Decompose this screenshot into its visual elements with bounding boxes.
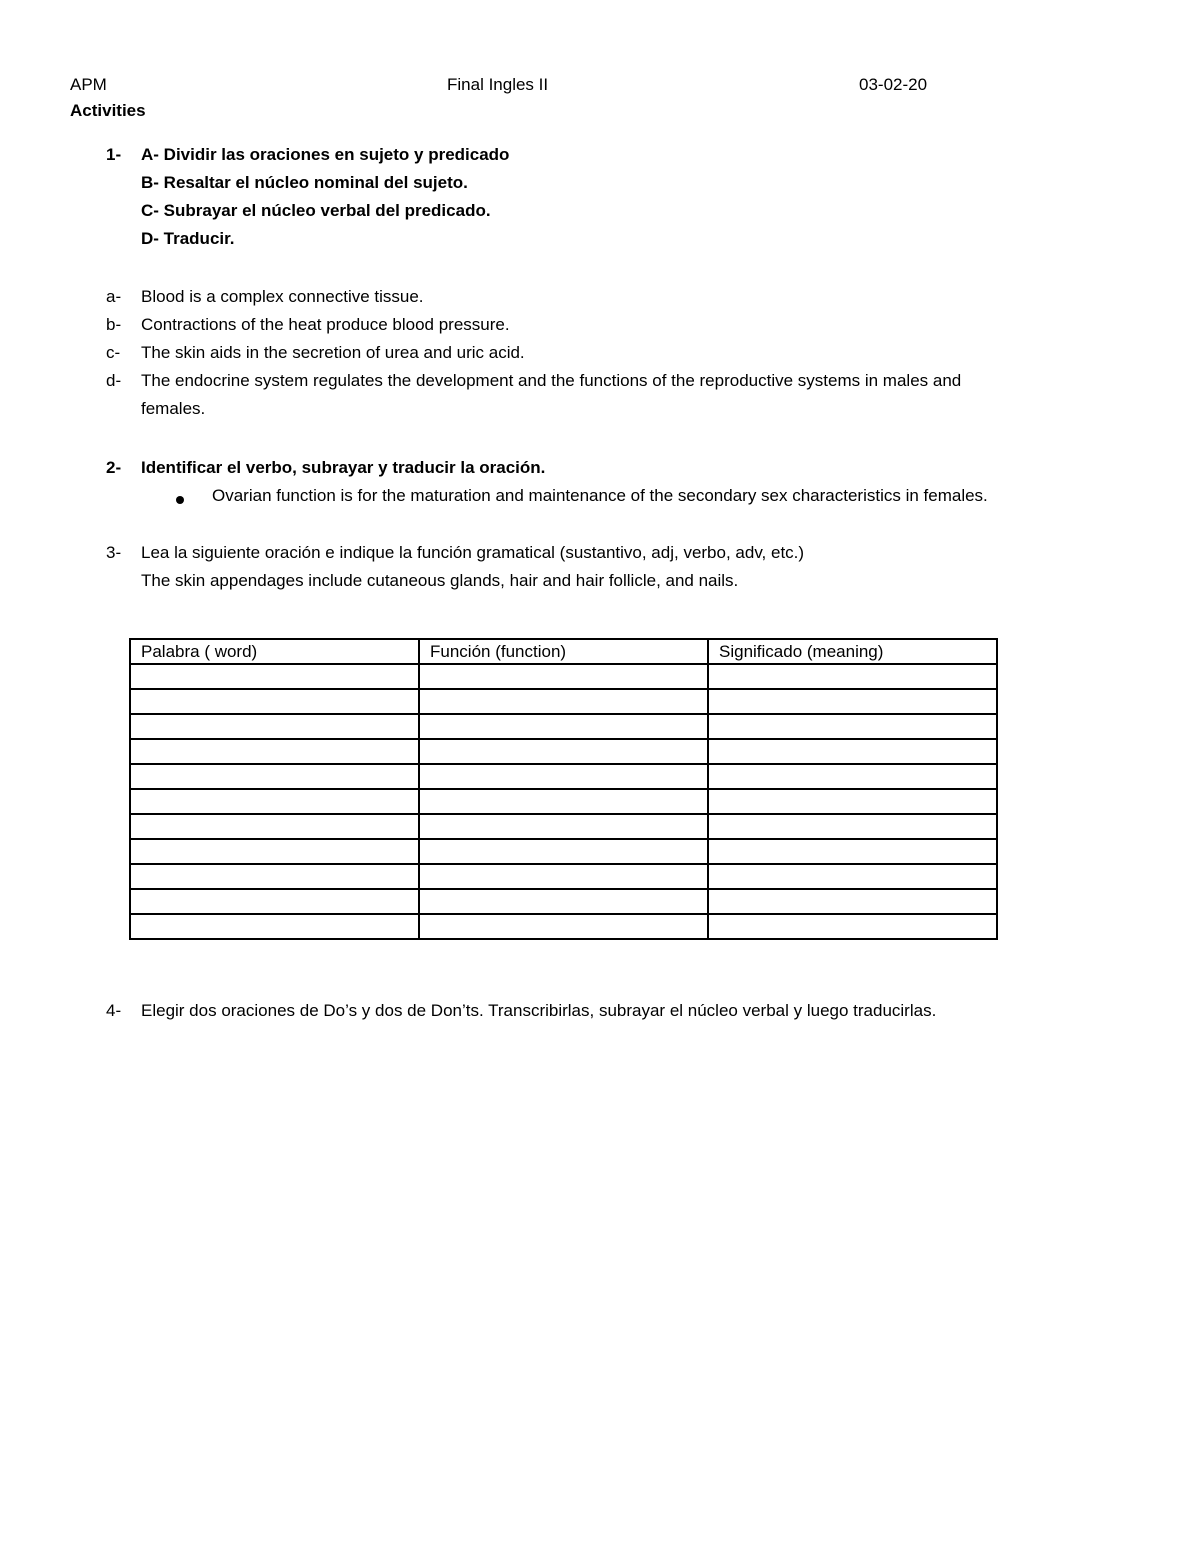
sentence-letter-a: a- <box>106 287 122 306</box>
table-cell[interactable] <box>708 664 997 689</box>
activity1-instruction-c: C- Subrayar el núcleo verbal del predicado. <box>141 201 491 220</box>
header-function: Función (function) <box>419 639 708 664</box>
activity2-instruction: Identificar el verbo, subrayar y traducir la oración. <box>141 458 546 477</box>
activity2-number: 2- <box>106 458 122 477</box>
activity4-number: 4- <box>106 1001 122 1020</box>
sentence-letter-c: c- <box>106 343 121 362</box>
table-row <box>130 864 997 889</box>
table-cell[interactable] <box>130 889 419 914</box>
table-cell[interactable] <box>419 714 708 739</box>
table-cell[interactable] <box>419 789 708 814</box>
table-cell[interactable] <box>708 914 997 939</box>
activities-heading: Activities <box>70 101 146 120</box>
table-cell[interactable] <box>419 689 708 714</box>
sentence-c: The skin aids in the secretion of urea and uric acid. <box>141 343 525 362</box>
activity1-instruction-b: B- Resaltar el núcleo nominal del sujeto. <box>141 173 468 192</box>
activity2-sentence: Ovarian function is for the maturation and maintenance of the secondary sex characteristics in females. <box>212 486 988 505</box>
table-cell[interactable] <box>708 839 997 864</box>
word-function-table <box>129 638 998 940</box>
table-cell[interactable] <box>708 739 997 764</box>
sentence-a: Blood is a complex connective tissue. <box>141 287 424 306</box>
table-cell[interactable] <box>130 714 419 739</box>
activity4-instruction: Elegir dos oraciones de Do’s y dos de Don’ts. Transcribirlas, subrayar el núcleo verbal y luego traducirlas. <box>141 1001 937 1020</box>
table-cell[interactable] <box>708 789 997 814</box>
table-row <box>130 714 997 739</box>
table-cell[interactable] <box>130 739 419 764</box>
table-row <box>130 739 997 764</box>
activity3-instruction: Lea la siguiente oración e indique la función gramatical (sustantivo, adj, verbo, adv, etc.) <box>141 543 805 562</box>
table-cell[interactable] <box>708 889 997 914</box>
table-cell[interactable] <box>130 789 419 814</box>
sentence-d: The endocrine system regulates the development and the functions of the reproductive systems in males and <box>141 371 962 390</box>
table-cell[interactable] <box>130 864 419 889</box>
table-row <box>130 764 997 789</box>
header-date: 03-02-20 <box>859 75 928 94</box>
table-row <box>130 839 997 864</box>
activity1-number: 1- <box>106 145 122 164</box>
header-title: Final Ingles II <box>447 75 549 94</box>
table-row <box>130 889 997 914</box>
table-cell[interactable] <box>419 764 708 789</box>
sentence-letter-b: b- <box>106 315 122 334</box>
table-cell[interactable] <box>708 689 997 714</box>
table-cell[interactable] <box>130 764 419 789</box>
table-cell[interactable] <box>708 714 997 739</box>
sentence-d-continuation: females. <box>141 399 206 418</box>
activity3-sentence: The skin appendages include cutaneous glands, hair and hair follicle, and nails. <box>141 571 739 590</box>
table-row <box>130 814 997 839</box>
table-header-row <box>130 639 997 664</box>
table-row <box>130 689 997 714</box>
table-cell[interactable] <box>419 864 708 889</box>
table-cell[interactable] <box>130 814 419 839</box>
table-cell[interactable] <box>419 839 708 864</box>
sentence-letter-d: d- <box>106 371 122 390</box>
table-cell[interactable] <box>419 739 708 764</box>
table-cell[interactable] <box>708 764 997 789</box>
header-meaning: Significado (meaning) <box>708 639 997 664</box>
table-cell[interactable] <box>130 689 419 714</box>
sentence-b: Contractions of the heat produce blood pressure. <box>141 315 510 334</box>
activity1-instruction-d: D- Traducir. <box>141 229 235 248</box>
activity1-instruction-a: A- Dividir las oraciones en sujeto y predicado <box>141 145 510 164</box>
table-cell[interactable] <box>419 814 708 839</box>
table-row <box>130 664 997 689</box>
table-cell[interactable] <box>419 889 708 914</box>
table-cell[interactable] <box>708 864 997 889</box>
header-word: Palabra ( word) <box>130 639 419 664</box>
table-cell[interactable] <box>130 664 419 689</box>
table-row <box>130 789 997 814</box>
table-cell[interactable] <box>419 664 708 689</box>
bullet-icon <box>176 496 184 504</box>
activity3-number: 3- <box>106 543 122 562</box>
table-cell[interactable] <box>419 914 708 939</box>
table-row <box>130 914 997 939</box>
table-cell[interactable] <box>130 914 419 939</box>
header-initials: APM <box>70 75 107 94</box>
table-cell[interactable] <box>130 839 419 864</box>
table-cell[interactable] <box>708 814 997 839</box>
